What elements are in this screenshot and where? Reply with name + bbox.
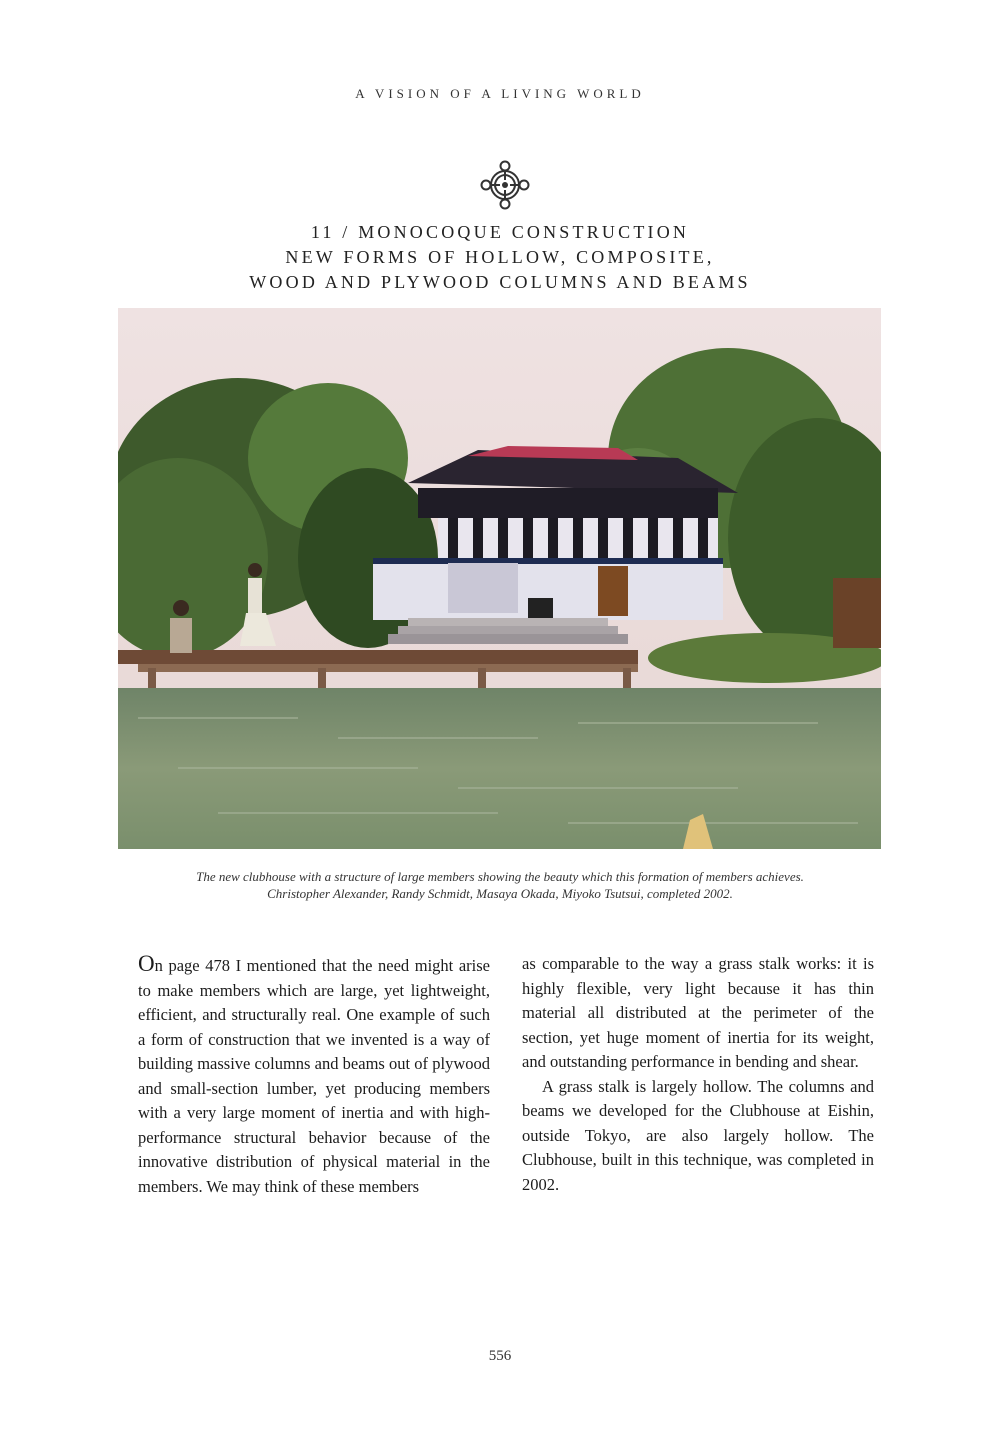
page-number: 556 (488, 1348, 512, 1364)
drop-cap: O (138, 951, 155, 976)
body-paragraph-continued: as comparable to the way a grass stalk works: it is highly flexible, very light because it has thin material all distributed at the perimeter of the section, yet huge moment of inertia for its weight, and outstanding performance in bending and shear. (522, 954, 874, 1071)
caption-credits: Christopher Alexander, Randy Schmidt, Masaya Okada, Miyoko Tsutsui, completed 2002. (267, 886, 733, 901)
body-column-right (522, 952, 874, 1197)
caption-line: The new clubhouse with a structure of large members showing the beauty which this formation of members achieves. (196, 869, 804, 884)
chapter-title (0, 220, 1000, 295)
body-column-left (138, 952, 490, 1199)
celtic-knot-icon (478, 158, 532, 212)
chapter-title-line: 11 / MONOCOQUE CONSTRUCTION (310, 222, 690, 242)
chapter-subtitle-line: WOOD AND PLYWOOD COLUMNS AND BEAMS (249, 272, 751, 292)
running-head: A VISION OF A LIVING WORLD (355, 86, 645, 101)
photo-caption (100, 868, 900, 902)
body-paragraph (138, 952, 490, 1199)
clubhouse-photo (118, 308, 881, 849)
paragraph-text: n page 478 I mentioned that the need might arise to make members which are large, yet lightweight, efficient, and structurally real. One example of such a form of construction that we invented is a way of building massive columns and beams out of plywood and small-section lumber, yet producing members with a very large moment of inertia and with high-performance structural behavior because of the innovative distribution of physical material in the members. We may think of these members (138, 956, 490, 1196)
body-paragraph: A grass stalk is largely hollow. The columns and beams we developed for the Clubhouse at Eishin, outside Tokyo, are also largely hollow. The Clubhouse, built in this technique, was completed in 2002. (522, 1076, 874, 1194)
chapter-subtitle-line: NEW FORMS OF HOLLOW, COMPOSITE, (285, 247, 715, 267)
